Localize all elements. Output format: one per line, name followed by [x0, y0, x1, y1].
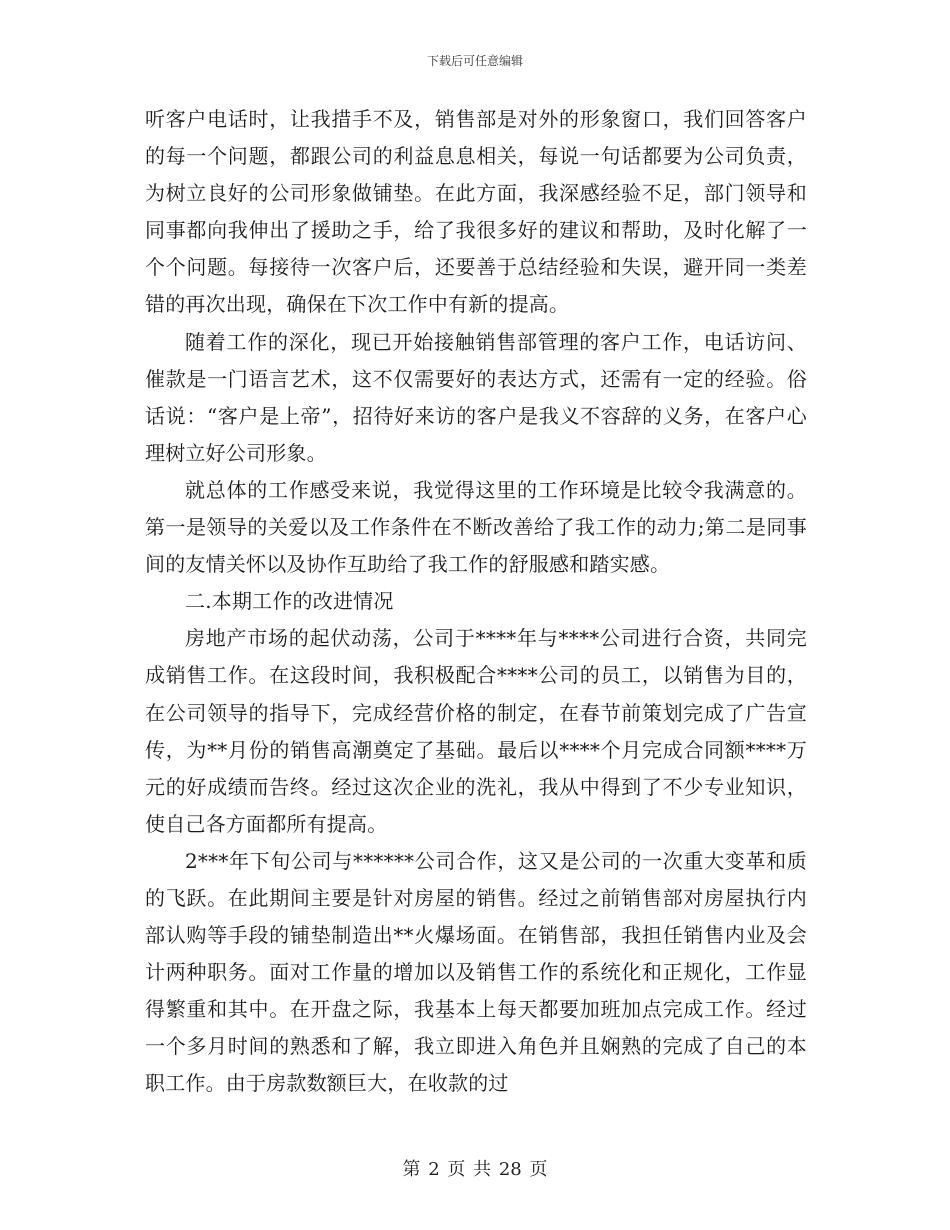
- paragraph-5: 2***年下旬公司与******公司合作，这又是公司的一次重大变革和质的飞跃。在此期间主要是针对房屋的销售。经过之前销售部对房屋执行内部认购等手段的铺垫制造出**火爆场面。在销售部，我担任销售内业及会计两种职务。面对工作量的增加以及销售工作的系统化和正规化，工作显得繁重和其中。在开盘之际，我基本上每天都要加班加点完成工作。经过一个多月时间的熟悉和了解，我立即进入角色并且娴熟的完成了自己的本职工作。由于房款数额巨大，在收款的过: [145, 848, 807, 1096]
- page-header-note: 下载后可任意编辑: [426, 54, 523, 68]
- paragraph-1: 听客户电话时，让我措手不及，销售部是对外的形象窗口，我们回答客户的每一个问题，都跟公司的利益息息相关，每说一句话都要为公司负责，为树立良好的公司形象做铺垫。在此方面，我深感经验不足，部门领导和同事都向我伸出了援助之手，给了我很多好的建议和帮助，及时化解了一个个问题。每接待一次客户后，还要善于总结经验和失误，避开同一类差错的再次出现，确保在下次工作中有新的提高。: [145, 107, 807, 317]
- paragraph-2: 随着工作的深化，现已开始接触销售部管理的客户工作，电话访问、催款是一门语言艺术，这不仅需要好的表达方式，还需有一定的经验。俗话说：“客户是上帝”，招待好来访的客户是我义不容辞的义务，在客户心理树立好公司形象。: [145, 329, 807, 465]
- document-body: [145, 101, 807, 1103]
- page-number: 第 2 页 共 28 页: [402, 1159, 548, 1180]
- paragraph-4: 房地产市场的起伏动荡，公司于****年与****公司进行合资，共同完成销售工作。在这段时间，我积极配合****公司的员工，以销售为目的，在公司领导的指导下，完成经营价格的制定，在春节前策划完成了广告宣传，为**月份的销售高潮奠定了基础。最后以****个月完成合同额****万元的好成绩而告终。经过这次企业的洗礼，我从中得到了不少专业知识，使自己各方面都所有提高。: [145, 626, 807, 836]
- section-heading: 二.本期工作的改进情况: [185, 589, 394, 614]
- paragraph-3: 就总体的工作感受来说，我觉得这里的工作环境是比较令我满意的。第一是领导的关爱以及工作条件在不断改善给了我工作的动力;第二是同事间的友情关怀以及协作互助给了我工作的舒服感和踏实感。: [145, 477, 807, 577]
